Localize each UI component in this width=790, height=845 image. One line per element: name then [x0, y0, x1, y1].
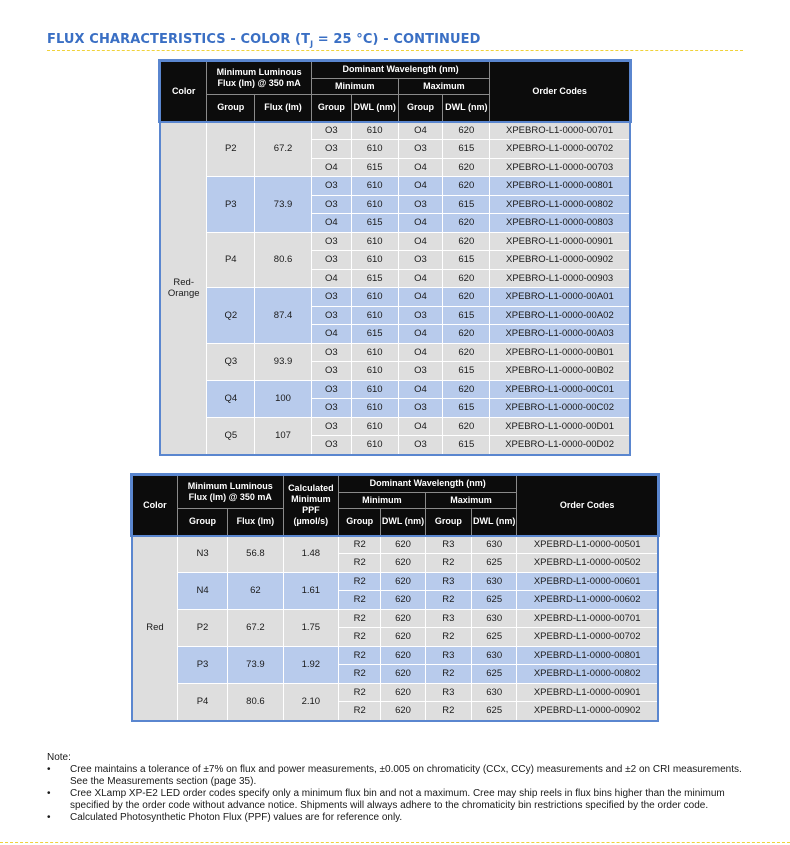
table-row — [160, 177, 630, 196]
red-orange-flux-table — [159, 60, 631, 456]
table-row — [132, 646, 658, 665]
max-group-cell: O4 — [398, 232, 443, 251]
order-code-cell: XPEBRO-L1-0000-00703 — [490, 158, 630, 177]
min-dwl-cell: 610 — [351, 436, 398, 455]
table-row — [132, 683, 658, 702]
flux-group-cell: Q3 — [207, 343, 255, 380]
min-group-cell: O4 — [311, 214, 351, 233]
table-row — [160, 380, 630, 399]
max-dwl-cell: 620 — [443, 214, 490, 233]
order-code-cell: XPEBRO-L1-0000-00701 — [490, 121, 630, 140]
max-dwl-cell: 625 — [472, 628, 517, 647]
min-group-cell: O3 — [311, 121, 351, 140]
min-dwl-cell: 610 — [351, 140, 398, 159]
max-dwl-cell: 630 — [472, 609, 517, 628]
footer-divider — [0, 842, 790, 843]
max-group-cell: R3 — [425, 683, 471, 702]
max-group-cell: O4 — [398, 158, 443, 177]
order-code-cell: XPEBRD-L1-0000-00602 — [517, 591, 658, 610]
max-dwl-cell: 630 — [472, 683, 517, 702]
min-dwl-cell: 620 — [381, 591, 425, 610]
max-group-cell: O4 — [398, 177, 443, 196]
max-dwl-cell: 625 — [472, 554, 517, 573]
header-group: Group — [207, 94, 255, 121]
min-group-cell: O3 — [311, 195, 351, 214]
table-body — [160, 121, 630, 455]
order-code-cell: XPEBRD-L1-0000-00601 — [517, 572, 658, 591]
max-group-cell: O4 — [398, 380, 443, 399]
min-group-cell: O3 — [311, 417, 351, 436]
header-order-codes: Order Codes — [490, 61, 630, 121]
table-body — [132, 535, 658, 721]
order-code-cell: XPEBRO-L1-0000-00903 — [490, 269, 630, 288]
header-min-dwl: DWL (nm) — [381, 508, 425, 535]
min-dwl-cell: 620 — [381, 628, 425, 647]
max-group-cell: O3 — [398, 362, 443, 381]
table-row — [132, 572, 658, 591]
table-row — [132, 535, 658, 554]
ppf-value-cell: 1.75 — [283, 609, 338, 646]
order-code-cell: XPEBRO-L1-0000-00D01 — [490, 417, 630, 436]
order-code-cell: XPEBRD-L1-0000-00901 — [517, 683, 658, 702]
order-code-cell: XPEBRO-L1-0000-00C02 — [490, 399, 630, 418]
flux-group-cell: P3 — [177, 646, 227, 683]
min-dwl-cell: 615 — [351, 214, 398, 233]
order-code-cell: XPEBRO-L1-0000-00A02 — [490, 306, 630, 325]
max-group-cell: O4 — [398, 343, 443, 362]
min-group-cell: O3 — [311, 306, 351, 325]
max-dwl-cell: 625 — [472, 665, 517, 684]
max-group-cell: R3 — [425, 535, 471, 554]
max-group-cell: O4 — [398, 269, 443, 288]
flux-group-cell: Q2 — [207, 288, 255, 344]
flux-group-cell: P2 — [207, 121, 255, 177]
flux-group-cell: P3 — [207, 177, 255, 233]
max-dwl-cell: 620 — [443, 269, 490, 288]
flux-group-cell: N3 — [177, 535, 227, 572]
max-dwl-cell: 615 — [443, 306, 490, 325]
order-code-cell: XPEBRD-L1-0000-00502 — [517, 554, 658, 573]
max-dwl-cell: 620 — [443, 288, 490, 307]
header-ppf: Calculated Minimum PPF (µmol/s) — [283, 475, 338, 535]
flux-value-cell: 80.6 — [255, 232, 312, 288]
note-text: Calculated Photosynthetic Photon Flux (PPF) values are for reference only. — [70, 812, 403, 823]
min-dwl-cell: 610 — [351, 362, 398, 381]
max-dwl-cell: 615 — [443, 362, 490, 381]
note-text: Cree XLamp XP-E2 LED order codes specify only a minimum flux bin and not a maximum. Cree may ship reels in flux bins higher than the minimum specified by the order code without advance notice. Shipments will always adhere to the chromaticity bin restrictions specified by the order code. — [70, 788, 725, 811]
flux-value-cell: 73.9 — [228, 646, 283, 683]
min-group-cell: R2 — [339, 572, 381, 591]
min-group-cell: R2 — [339, 702, 381, 721]
header-dominant-wavelength: Dominant Wavelength (nm) — [311, 61, 489, 78]
max-group-cell: R2 — [425, 628, 471, 647]
ppf-value-cell: 2.10 — [283, 683, 338, 721]
max-dwl-cell: 625 — [472, 591, 517, 610]
min-group-cell: O3 — [311, 399, 351, 418]
min-dwl-cell: 620 — [381, 665, 425, 684]
header-max-dwl: DWL (nm) — [443, 94, 490, 121]
bullet: • — [47, 788, 51, 799]
table-row — [160, 121, 630, 140]
flux-value-cell: 93.9 — [255, 343, 312, 380]
flux-value-cell: 107 — [255, 417, 312, 455]
min-dwl-cell: 615 — [351, 269, 398, 288]
min-group-cell: R2 — [339, 554, 381, 573]
min-dwl-cell: 620 — [381, 683, 425, 702]
order-code-cell: XPEBRO-L1-0000-00A03 — [490, 325, 630, 344]
table-row — [160, 288, 630, 307]
flux-value-cell: 67.2 — [255, 121, 312, 177]
flux-value-cell: 67.2 — [228, 609, 283, 646]
min-group-cell: R2 — [339, 535, 381, 554]
min-group-cell: O3 — [311, 362, 351, 381]
note-item — [47, 788, 747, 812]
note-item — [47, 764, 747, 788]
table-row — [160, 343, 630, 362]
max-dwl-cell: 615 — [443, 195, 490, 214]
min-dwl-cell: 610 — [351, 177, 398, 196]
header-max-group: Group — [398, 94, 443, 121]
min-dwl-cell: 610 — [351, 306, 398, 325]
max-dwl-cell: 620 — [443, 177, 490, 196]
order-code-cell: XPEBRO-L1-0000-00A01 — [490, 288, 630, 307]
min-dwl-cell: 615 — [351, 158, 398, 177]
min-group-cell: R2 — [339, 683, 381, 702]
order-code-cell: XPEBRD-L1-0000-00501 — [517, 535, 658, 554]
min-group-cell: R2 — [339, 665, 381, 684]
header-maximum: Maximum — [425, 492, 517, 508]
min-dwl-cell: 610 — [351, 232, 398, 251]
min-group-cell: O3 — [311, 343, 351, 362]
min-group-cell: O4 — [311, 158, 351, 177]
order-code-cell: XPEBRD-L1-0000-00902 — [517, 702, 658, 721]
max-group-cell: R2 — [425, 591, 471, 610]
order-code-cell: XPEBRO-L1-0000-00901 — [490, 232, 630, 251]
header-group: Group — [177, 508, 227, 535]
max-group-cell: O3 — [398, 251, 443, 270]
max-dwl-cell: 615 — [443, 140, 490, 159]
order-code-cell: XPEBRO-L1-0000-00B02 — [490, 362, 630, 381]
min-group-cell: R2 — [339, 609, 381, 628]
header-color: Color — [132, 475, 177, 535]
notes-list — [47, 764, 747, 824]
min-group-cell: O3 — [311, 251, 351, 270]
max-dwl-cell: 620 — [443, 158, 490, 177]
min-group-cell: R2 — [339, 628, 381, 647]
min-group-cell: O3 — [311, 380, 351, 399]
min-dwl-cell: 620 — [381, 702, 425, 721]
min-dwl-cell: 615 — [351, 325, 398, 344]
min-dwl-cell: 620 — [381, 646, 425, 665]
header-max-dwl: DWL (nm) — [472, 508, 517, 535]
max-group-cell: O4 — [398, 417, 443, 436]
order-code-cell: XPEBRO-L1-0000-00801 — [490, 177, 630, 196]
max-dwl-cell: 615 — [443, 399, 490, 418]
flux-value-cell: 100 — [255, 380, 312, 417]
header-maximum: Maximum — [398, 78, 490, 94]
max-group-cell: R3 — [425, 646, 471, 665]
max-group-cell: O3 — [398, 195, 443, 214]
min-group-cell: R2 — [339, 646, 381, 665]
header-color: Color — [160, 61, 207, 121]
min-dwl-cell: 610 — [351, 195, 398, 214]
header-min-group: Group — [339, 508, 381, 535]
flux-value-cell: 80.6 — [228, 683, 283, 721]
min-dwl-cell: 610 — [351, 121, 398, 140]
max-dwl-cell: 620 — [443, 121, 490, 140]
table-row — [160, 417, 630, 436]
flux-group-cell: Q4 — [207, 380, 255, 417]
max-group-cell: O3 — [398, 140, 443, 159]
max-dwl-cell: 630 — [472, 646, 517, 665]
min-group-cell: O3 — [311, 232, 351, 251]
order-code-cell: XPEBRO-L1-0000-00702 — [490, 140, 630, 159]
min-group-cell: O3 — [311, 140, 351, 159]
min-group-cell: R2 — [339, 591, 381, 610]
red-flux-table — [131, 474, 659, 722]
header-min-flux: Minimum Luminous Flux (lm) @ 350 mA — [207, 61, 312, 94]
min-dwl-cell: 610 — [351, 288, 398, 307]
max-dwl-cell: 615 — [443, 436, 490, 455]
min-dwl-cell: 620 — [381, 572, 425, 591]
order-code-cell: XPEBRO-L1-0000-00B01 — [490, 343, 630, 362]
max-group-cell: R3 — [425, 609, 471, 628]
order-code-cell: XPEBRD-L1-0000-00701 — [517, 609, 658, 628]
flux-group-cell: P2 — [177, 609, 227, 646]
max-group-cell: O4 — [398, 121, 443, 140]
min-group-cell: O3 — [311, 436, 351, 455]
notes-heading: Note: — [47, 752, 71, 763]
page-title: FLUX CHARACTERISTICS - COLOR ($T_J = 25$ °C) - CONTINUED — [47, 32, 481, 49]
order-code-cell: XPEBRO-L1-0000-00803 — [490, 214, 630, 233]
min-dwl-cell: 620 — [381, 554, 425, 573]
order-code-cell: XPEBRO-L1-0000-00D02 — [490, 436, 630, 455]
max-dwl-cell: 620 — [443, 325, 490, 344]
order-code-cell: XPEBRD-L1-0000-00802 — [517, 665, 658, 684]
color-cell: Red — [132, 535, 177, 721]
header-flux: Flux (lm) — [228, 508, 283, 535]
title-divider — [47, 50, 743, 51]
max-dwl-cell: 620 — [443, 380, 490, 399]
min-dwl-cell: 620 — [381, 535, 425, 554]
bullet: • — [47, 764, 51, 775]
max-dwl-cell: 615 — [443, 251, 490, 270]
header-minimum: Minimum — [339, 492, 426, 508]
min-group-cell: O3 — [311, 177, 351, 196]
max-dwl-cell: 630 — [472, 572, 517, 591]
min-dwl-cell: 610 — [351, 343, 398, 362]
max-dwl-cell: 620 — [443, 417, 490, 436]
note-item — [47, 812, 747, 824]
flux-value-cell: 87.4 — [255, 288, 312, 344]
header-min-group: Group — [311, 94, 351, 121]
table-row — [132, 609, 658, 628]
order-code-cell: XPEBRO-L1-0000-00C01 — [490, 380, 630, 399]
header-order-codes: Order Codes — [517, 475, 658, 535]
flux-value-cell: 73.9 — [255, 177, 312, 233]
flux-group-cell: P4 — [207, 232, 255, 288]
min-dwl-cell: 610 — [351, 399, 398, 418]
header-min-dwl: DWL (nm) — [351, 94, 398, 121]
min-group-cell: O3 — [311, 288, 351, 307]
min-dwl-cell: 610 — [351, 251, 398, 270]
flux-value-cell: 62 — [228, 572, 283, 609]
header-dominant-wavelength: Dominant Wavelength (nm) — [339, 475, 517, 492]
ppf-value-cell: 1.61 — [283, 572, 338, 609]
max-dwl-cell: 620 — [443, 343, 490, 362]
flux-group-cell: Q5 — [207, 417, 255, 455]
min-group-cell: O4 — [311, 269, 351, 288]
header-min-flux: Minimum Luminous Flux (lm) @ 350 mA — [177, 475, 283, 508]
flux-group-cell: P4 — [177, 683, 227, 721]
ppf-value-cell: 1.48 — [283, 535, 338, 572]
ppf-value-cell: 1.92 — [283, 646, 338, 683]
max-dwl-cell: 620 — [443, 232, 490, 251]
note-text: Cree maintains a tolerance of ±7% on flux and power measurements, ±0.005 on chromaticity (CCx, CCy) measurements and ±2 on CRI measurements. See the Measurements section (page 35). — [70, 764, 742, 787]
max-dwl-cell: 625 — [472, 702, 517, 721]
max-group-cell: O4 — [398, 288, 443, 307]
min-group-cell: O4 — [311, 325, 351, 344]
order-code-cell: XPEBRO-L1-0000-00902 — [490, 251, 630, 270]
max-group-cell: O3 — [398, 306, 443, 325]
flux-value-cell: 56.8 — [228, 535, 283, 572]
notes-section — [47, 752, 747, 824]
max-dwl-cell: 630 — [472, 535, 517, 554]
flux-group-cell: N4 — [177, 572, 227, 609]
max-group-cell: R2 — [425, 665, 471, 684]
color-cell: Red-Orange — [160, 121, 207, 455]
bullet: • — [47, 812, 51, 823]
max-group-cell: R3 — [425, 572, 471, 591]
max-group-cell: O3 — [398, 436, 443, 455]
header-minimum: Minimum — [311, 78, 398, 94]
table-row — [160, 232, 630, 251]
max-group-cell: O4 — [398, 325, 443, 344]
header-max-group: Group — [425, 508, 471, 535]
max-group-cell: R2 — [425, 554, 471, 573]
min-dwl-cell: 620 — [381, 609, 425, 628]
order-code-cell: XPEBRO-L1-0000-00802 — [490, 195, 630, 214]
max-group-cell: O4 — [398, 214, 443, 233]
order-code-cell: XPEBRD-L1-0000-00702 — [517, 628, 658, 647]
min-dwl-cell: 610 — [351, 380, 398, 399]
max-group-cell: O3 — [398, 399, 443, 418]
min-dwl-cell: 610 — [351, 417, 398, 436]
max-group-cell: R2 — [425, 702, 471, 721]
header-flux: Flux (lm) — [255, 94, 312, 121]
order-code-cell: XPEBRD-L1-0000-00801 — [517, 646, 658, 665]
